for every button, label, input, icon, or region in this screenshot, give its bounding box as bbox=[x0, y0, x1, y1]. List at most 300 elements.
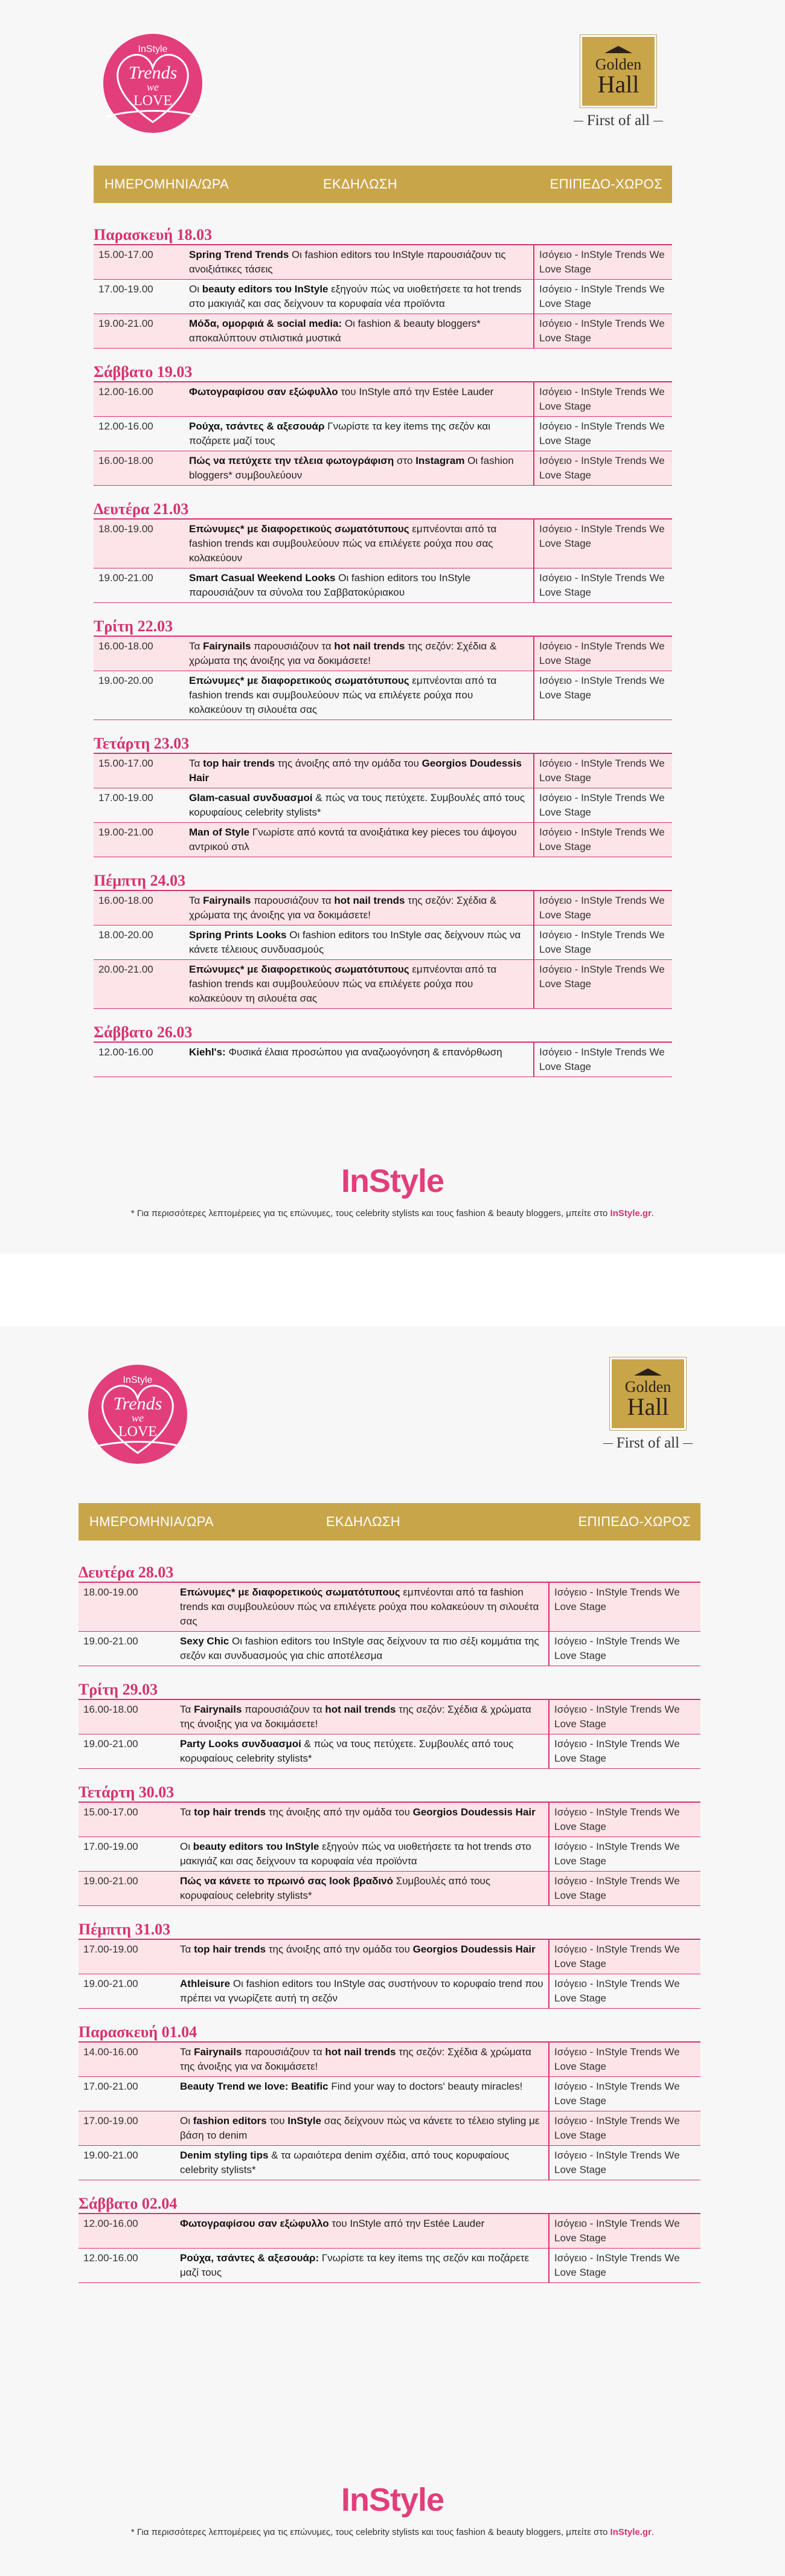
event-text: & πώς να τους πετύχετε. Συμβουλές από τους κορυφαίους celebrity stylists* bbox=[189, 792, 525, 818]
event-venue: Ισόγειο - InStyle Trends We Love Stage bbox=[539, 283, 665, 309]
event-highlight: Φωτογραφίσου σαν εξώφυλλο bbox=[180, 2218, 329, 2229]
event-time: 12.00-16.00 bbox=[83, 2218, 138, 2229]
footnote-text: * Για περισσότερες λεπτομέρειες για τις επώνυμες, τους celebrity stylists και τους fashion & beauty bloggers, μπείτε στο bbox=[130, 1208, 610, 1219]
event-venue: Ισόγειο - InStyle Trends We Love Stage bbox=[539, 249, 665, 275]
event-row bbox=[78, 2077, 700, 2111]
schedule-header bbox=[94, 166, 672, 203]
event-text: της άνοιξης από την ομάδα του bbox=[275, 758, 422, 769]
event-row bbox=[94, 382, 672, 417]
event-highlight: fashion editors bbox=[193, 2115, 267, 2127]
event-highlight: Φωτογραφίσου σαν εξώφυλλο bbox=[189, 386, 338, 398]
day-rows bbox=[94, 244, 672, 349]
event-highlight: Fairynails bbox=[194, 1704, 242, 1715]
event-highlight: Επώνυμες* με διαφορετικούς σωματότυπους bbox=[189, 675, 409, 686]
event-time: 17.00-19.00 bbox=[83, 1943, 138, 1955]
golden-hall-tagline-text: First of all bbox=[586, 112, 650, 129]
event-text: παρουσιάζουν τα bbox=[242, 2046, 325, 2058]
event-venue: Ισόγειο - InStyle Trends We Love Stage bbox=[539, 572, 665, 598]
golden-hall-badge bbox=[580, 35, 656, 108]
event-highlight: Μόδα, ομορφιά & social media: bbox=[189, 318, 342, 329]
event-venue: Ισόγειο - InStyle Trends We Love Stage bbox=[554, 1586, 680, 1612]
day-rows bbox=[94, 890, 672, 1009]
event-highlight: Fairynails bbox=[203, 895, 251, 906]
event-time: 12.00-16.00 bbox=[98, 1046, 153, 1058]
event-row bbox=[78, 1940, 700, 1974]
event-text: εξηγούν πώς να υιοθετήσετε τα hot trends στο μακιγιάζ και σας δείχνουν τα κορυφαία νέα προϊόντα bbox=[180, 1841, 531, 1867]
header-time: ΗΜΕΡΟΜΗΝΙΑ/ΩΡΑ bbox=[89, 1514, 214, 1529]
instyle-logo: InStyle bbox=[341, 1163, 444, 1199]
event-venue: Ισόγειο - InStyle Trends We Love Stage bbox=[539, 826, 665, 852]
day-title: Σάββατο 02.04 bbox=[78, 2195, 178, 2212]
golden-hall-logo bbox=[565, 35, 671, 129]
event-text: Οι fashion & beauty bloggers* αποκαλύπτουν στιλιστικά μυστικά bbox=[189, 318, 481, 344]
event-venue: Ισόγειο - InStyle Trends We Love Stage bbox=[554, 2218, 680, 2244]
event-text-pre: Τα bbox=[180, 1806, 194, 1818]
event-highlight: Επώνυμες* με διαφορετικούς σωματότυπους bbox=[189, 964, 409, 975]
event-time: 16.00-18.00 bbox=[98, 640, 153, 652]
event-highlight: Ρούχα, τσάντες & αξεσουάρ: bbox=[180, 2252, 319, 2264]
golden-hall-line1: Golden bbox=[624, 1378, 671, 1396]
event-row bbox=[78, 1803, 700, 1837]
event-time: 19.00-21.00 bbox=[83, 1875, 138, 1887]
day-block bbox=[78, 1681, 700, 1769]
event-text: Find your way to doctors' beauty miracles! bbox=[328, 2081, 523, 2092]
trends-logo-top: InStyle bbox=[138, 44, 168, 54]
event-venue: Ισόγειο - InStyle Trends We Love Stage bbox=[554, 1841, 680, 1867]
event-description bbox=[175, 1734, 550, 1768]
event-time: 19.00-20.00 bbox=[98, 675, 153, 686]
event-highlight: Glam-casual συνδυασμοί bbox=[189, 792, 313, 803]
golden-hall-tagline-text: First of all bbox=[616, 1435, 680, 1451]
event-row bbox=[78, 2111, 700, 2146]
event-description bbox=[184, 314, 534, 348]
event-row bbox=[78, 1700, 700, 1734]
event-venue: Ισόγειο - InStyle Trends We Love Stage bbox=[554, 1704, 680, 1730]
day-block bbox=[78, 1921, 700, 2009]
event-row bbox=[78, 1583, 700, 1632]
programme-page-2 bbox=[0, 1326, 785, 2576]
day-block bbox=[94, 735, 672, 857]
event-venue: Ισόγειο - InStyle Trends We Love Stage bbox=[539, 758, 665, 784]
event-description bbox=[184, 520, 534, 568]
event-venue: Ισόγειο - InStyle Trends We Love Stage bbox=[554, 2081, 680, 2107]
instyle-logo: InStyle bbox=[341, 2482, 444, 2518]
day-block bbox=[94, 617, 672, 720]
event-description bbox=[184, 823, 534, 857]
day-title: Τρίτη 29.03 bbox=[78, 1681, 158, 1698]
event-venue: Ισόγειο - InStyle Trends We Love Stage bbox=[554, 1875, 680, 1901]
day-block bbox=[78, 1783, 700, 1906]
day-title: Παρασκευή 18.03 bbox=[94, 226, 213, 243]
event-description bbox=[175, 1583, 550, 1631]
event-highlight: Denim styling tips bbox=[180, 2149, 269, 2161]
event-highlight-2: hot nail trends bbox=[334, 640, 405, 652]
event-time: 15.00-17.00 bbox=[98, 249, 153, 260]
trends-we-love-logo bbox=[94, 31, 212, 133]
event-time: 20.00-21.00 bbox=[98, 964, 153, 975]
header-event: ΕΚΔΗΛΩΣΗ bbox=[323, 176, 397, 192]
event-row bbox=[94, 926, 672, 960]
event-description bbox=[184, 891, 534, 925]
event-text: της άνοιξης από την ομάδα του bbox=[266, 1806, 413, 1818]
event-text-2: της σεζόν: Σχέδια & χρώματα της άνοιξης για να δοκιμάσετε! bbox=[189, 895, 497, 921]
trends-logo-love: LOVE bbox=[118, 1424, 157, 1440]
event-description bbox=[184, 637, 534, 671]
event-time: 17.00-19.00 bbox=[98, 283, 153, 295]
event-text-pre: Τα bbox=[189, 758, 203, 769]
roof-icon bbox=[634, 1368, 662, 1376]
dash-right bbox=[683, 1443, 693, 1444]
event-venue: Ισόγειο - InStyle Trends We Love Stage bbox=[539, 318, 665, 344]
event-row bbox=[94, 314, 672, 349]
event-venue: Ισόγειο - InStyle Trends We Love Stage bbox=[539, 386, 665, 412]
footnote-link[interactable]: InStyle.gr bbox=[610, 2527, 652, 2537]
event-highlight: Spring Trend Trends bbox=[189, 249, 289, 260]
event-highlight-2: Instagram bbox=[415, 455, 465, 466]
event-text-pre: Τα bbox=[180, 1943, 194, 1955]
event-text: της άνοιξης από την ομάδα του bbox=[266, 1943, 413, 1955]
footnote bbox=[48, 2527, 737, 2537]
event-text: Γνωρίστε τα key items της σεζόν και ποζάρετε μαζί τους bbox=[180, 2252, 530, 2278]
event-venue: Ισόγειο - InStyle Trends We Love Stage bbox=[554, 2046, 680, 2072]
event-text: εμπνέονται από τα fashion trends και συμβουλεύουν πώς να επιλέγετε ρούχα που κολακεύουν τη σιλουέτα σας bbox=[189, 964, 497, 1004]
footnote-link[interactable]: InStyle.gr bbox=[610, 1208, 652, 1219]
event-text: Οι fashion editors του InStyle παρουσιάζουν τα σύνολα του Σαββατοκύριακου bbox=[189, 572, 471, 598]
day-block bbox=[78, 2023, 700, 2180]
event-highlight: Smart Casual Weekend Looks bbox=[189, 572, 336, 584]
event-description bbox=[184, 926, 534, 959]
event-description bbox=[184, 671, 534, 720]
day-title: Παρασκευή 01.04 bbox=[78, 2023, 197, 2041]
event-time: 17.00-19.00 bbox=[98, 792, 153, 803]
event-text: του bbox=[266, 2115, 288, 2127]
event-time: 19.00-21.00 bbox=[98, 572, 153, 584]
event-time: 17.00-19.00 bbox=[83, 2115, 138, 2127]
day-rows bbox=[78, 1699, 700, 1769]
event-venue: Ισόγειο - InStyle Trends We Love Stage bbox=[554, 1738, 680, 1764]
day-title: Σάββατο 19.03 bbox=[94, 363, 193, 381]
event-highlight-2: Georgios Doudessis Hair bbox=[189, 758, 522, 784]
day-block bbox=[94, 872, 672, 1009]
event-highlight: Πώς να κάνετε το πρωινό σας look βραδινό bbox=[180, 1875, 394, 1887]
event-row bbox=[94, 960, 672, 1009]
event-text: παρουσιάζουν τα bbox=[251, 895, 335, 906]
event-highlight: Beauty Trend we love: Beatific bbox=[180, 2081, 328, 2092]
dash-left bbox=[603, 1443, 613, 1444]
event-row bbox=[78, 1974, 700, 2009]
event-row bbox=[94, 280, 672, 314]
event-venue: Ισόγειο - InStyle Trends We Love Stage bbox=[539, 675, 665, 701]
event-row bbox=[94, 891, 672, 926]
roof-icon bbox=[604, 46, 632, 53]
event-text-2: της σεζόν: Σχέδια & χρώματα της άνοιξης για να δοκιμάσετε! bbox=[180, 1704, 531, 1730]
event-text: παρουσιάζουν τα bbox=[251, 640, 335, 652]
event-text: Γνωρίστε τα key items της σεζόν και ποζάρετε μαζί τους bbox=[189, 420, 490, 446]
footnote-end: . bbox=[651, 1208, 655, 1219]
event-time: 14.00-16.00 bbox=[83, 2046, 138, 2058]
event-highlight: beauty editors του InStyle bbox=[202, 283, 328, 295]
event-highlight: beauty editors του InStyle bbox=[193, 1841, 319, 1852]
trends-logo-main: Trends bbox=[113, 1394, 162, 1414]
event-highlight-2: Georgios Doudessis Hair bbox=[412, 1943, 536, 1955]
header-venue: ΕΠΙΠΕΔΟ-ΧΩΡΟΣ bbox=[578, 1514, 691, 1529]
event-highlight: Party Looks συνδυασμοί bbox=[180, 1738, 301, 1750]
event-time: 17.00-19.00 bbox=[83, 1841, 138, 1852]
event-row bbox=[78, 1872, 700, 1906]
event-venue: Ισόγειο - InStyle Trends We Love Stage bbox=[539, 895, 665, 921]
event-venue: Ισόγειο - InStyle Trends We Love Stage bbox=[554, 2149, 680, 2175]
event-description bbox=[175, 2146, 550, 2180]
event-row bbox=[78, 2043, 700, 2077]
event-time: 18.00-19.00 bbox=[98, 523, 153, 535]
event-row bbox=[78, 2214, 700, 2249]
event-description bbox=[184, 245, 534, 279]
event-description bbox=[184, 451, 534, 485]
event-time: 12.00-16.00 bbox=[83, 2252, 138, 2264]
event-highlight: Επώνυμες* με διαφορετικούς σωματότυπους bbox=[189, 523, 409, 535]
event-row bbox=[94, 671, 672, 720]
event-time: 15.00-17.00 bbox=[98, 758, 153, 769]
event-time: 16.00-18.00 bbox=[98, 455, 153, 466]
schedule-header bbox=[78, 1503, 700, 1541]
event-text: του InStyle από την Estée Lauder bbox=[328, 2218, 485, 2229]
event-text: εξηγούν πώς να υιοθετήσετε τα hot trends στο μακιγιάζ και σας δείχνουν τα κορυφαία νέα προϊόντα bbox=[189, 283, 522, 309]
golden-hall-logo bbox=[595, 1357, 701, 1452]
day-title: Τετάρτη 30.03 bbox=[78, 1783, 175, 1801]
event-text: Οι fashion editors του InStyle σας δείχνουν πώς να κάνετε τέλειους συνδυασμούς bbox=[189, 929, 521, 955]
event-time: 19.00-21.00 bbox=[83, 1635, 138, 1647]
event-row bbox=[94, 451, 672, 486]
trends-logo-top: InStyle bbox=[123, 1375, 153, 1385]
day-rows bbox=[78, 1802, 700, 1906]
event-highlight: top hair trends bbox=[194, 1943, 266, 1955]
event-venue: Ισόγειο - InStyle Trends We Love Stage bbox=[554, 2115, 680, 2141]
day-block bbox=[94, 1023, 672, 1077]
heart-logo-icon bbox=[78, 1362, 197, 1464]
event-venue: Ισόγειο - InStyle Trends We Love Stage bbox=[554, 1806, 680, 1832]
event-highlight: Spring Prints Looks bbox=[189, 929, 287, 941]
schedule-page-1 bbox=[94, 226, 672, 1092]
event-venue: Ισόγειο - InStyle Trends We Love Stage bbox=[539, 455, 665, 481]
event-time: 18.00-19.00 bbox=[83, 1586, 138, 1598]
day-title: Τρίτη 22.03 bbox=[94, 617, 173, 635]
event-highlight: Επώνυμες* με διαφορετικούς σωματότυπους bbox=[180, 1586, 400, 1598]
event-description bbox=[184, 960, 534, 1008]
event-description bbox=[175, 2043, 550, 2076]
event-text: εμπνέονται από τα fashion trends και συμβουλεύουν πώς να επιλέγετε ρούχα που κολακεύουν τη σιλουέτα σας bbox=[189, 675, 497, 715]
day-block bbox=[94, 500, 672, 603]
event-text: Οι fashion editors του InStyle σας συστήνουν το κορυφαίο trend που πρέπει να γνωρίζετε αυτή τη σεζόν bbox=[180, 1978, 543, 2004]
event-time: 19.00-21.00 bbox=[83, 1978, 138, 1989]
event-highlight: Πώς να πετύχετε την τέλεια φωτογράφιση bbox=[189, 455, 394, 466]
event-text-pre: Οι bbox=[180, 1841, 193, 1852]
trends-logo-we: we bbox=[132, 1412, 144, 1424]
event-time: 19.00-21.00 bbox=[98, 826, 153, 838]
event-row bbox=[94, 637, 672, 671]
event-venue: Ισόγειο - InStyle Trends We Love Stage bbox=[539, 929, 665, 955]
event-venue: Ισόγειο - InStyle Trends We Love Stage bbox=[554, 2252, 680, 2278]
event-time: 19.00-21.00 bbox=[83, 1738, 138, 1750]
day-block bbox=[94, 363, 672, 486]
event-highlight-2: hot nail trends bbox=[325, 1704, 396, 1715]
event-description bbox=[175, 1940, 550, 1974]
event-row bbox=[78, 1734, 700, 1769]
event-row bbox=[94, 754, 672, 788]
header-event: ΕΚΔΗΛΩΣΗ bbox=[326, 1514, 400, 1529]
event-row bbox=[78, 1632, 700, 1666]
event-description bbox=[175, 2111, 550, 2145]
event-text: Γνωρίστε από κοντά τα ανοιξιάτικα key pieces του άψογου αντρικού στιλ bbox=[189, 826, 517, 852]
event-description bbox=[184, 754, 534, 788]
golden-hall-badge bbox=[610, 1357, 686, 1430]
trends-logo-main: Trends bbox=[128, 63, 178, 83]
day-rows bbox=[94, 1042, 672, 1077]
event-venue: Ισόγειο - InStyle Trends We Love Stage bbox=[539, 964, 665, 990]
day-title: Σάββατο 26.03 bbox=[94, 1023, 193, 1041]
day-title: Πέμπτη 31.03 bbox=[78, 1921, 171, 1938]
day-rows bbox=[78, 2041, 700, 2180]
event-text: παρουσιάζουν τα bbox=[242, 1704, 325, 1715]
golden-hall-tagline bbox=[565, 112, 671, 129]
footnote-text: * Για περισσότερες λεπτομέρειες για τις επώνυμες, τους celebrity stylists και τους fashion & beauty bloggers, μπείτε στο bbox=[130, 2527, 610, 2537]
event-text: & πώς να τους πετύχετε. Συμβουλές από τους κορυφαίους celebrity stylists* bbox=[180, 1738, 514, 1764]
footnote-end: . bbox=[651, 2527, 655, 2537]
header-venue: ΕΠΙΠΕΔΟ-ΧΩΡΟΣ bbox=[550, 176, 662, 192]
event-text: Συμβουλές από τους κορυφαίους celebrity stylists* bbox=[180, 1875, 491, 1901]
event-highlight: Fairynails bbox=[194, 2046, 242, 2058]
schedule-page-2 bbox=[78, 1563, 700, 2297]
event-time: 12.00-16.00 bbox=[98, 420, 153, 432]
event-description bbox=[184, 280, 534, 314]
event-row bbox=[94, 520, 672, 568]
event-text-2: της σεζόν: Σχέδια & χρώματα της άνοιξης για να δοκιμάσετε! bbox=[180, 2046, 531, 2072]
day-block bbox=[78, 2195, 700, 2283]
event-row bbox=[94, 788, 672, 823]
event-row bbox=[78, 2249, 700, 2283]
event-text: Φυσικά έλαια προσώπου για αναζωογόνηση & επανόρθωση bbox=[225, 1046, 502, 1058]
event-description bbox=[175, 1632, 550, 1666]
event-text-pre: Οι bbox=[180, 2115, 193, 2127]
event-row bbox=[94, 1043, 672, 1077]
event-highlight: Man of Style bbox=[189, 826, 250, 838]
day-title: Δευτέρα 21.03 bbox=[94, 500, 189, 518]
event-venue: Ισόγειο - InStyle Trends We Love Stage bbox=[554, 1635, 680, 1661]
event-row bbox=[78, 1837, 700, 1872]
event-description bbox=[184, 788, 534, 822]
event-text-2: σας δείχνουν πώς να κάνετε το τέλειο styling με βάση το denim bbox=[180, 2115, 540, 2141]
day-title: Δευτέρα 28.03 bbox=[78, 1563, 174, 1581]
event-highlight: top hair trends bbox=[194, 1806, 266, 1818]
event-text: & τα ωραιότερα denim σχέδια, από τους κορυφαίους celebrity stylists* bbox=[180, 2149, 510, 2175]
day-block bbox=[78, 1563, 700, 1666]
event-description bbox=[175, 1974, 550, 2008]
event-time: 19.00-21.00 bbox=[83, 2149, 138, 2161]
event-venue: Ισόγειο - InStyle Trends We Love Stage bbox=[539, 420, 665, 446]
trends-we-love-logo bbox=[78, 1362, 197, 1464]
event-highlight: Athleisure bbox=[180, 1978, 231, 1989]
event-time: 17.00-21.00 bbox=[83, 2081, 138, 2092]
event-venue: Ισόγειο - InStyle Trends We Love Stage bbox=[554, 1943, 680, 1969]
event-text: στο bbox=[394, 455, 416, 466]
event-time: 15.00-17.00 bbox=[83, 1806, 138, 1818]
event-row bbox=[94, 568, 672, 603]
event-highlight: Fairynails bbox=[203, 640, 251, 652]
event-description bbox=[175, 1872, 550, 1905]
header-time: ΗΜΕΡΟΜΗΝΙΑ/ΩΡΑ bbox=[104, 176, 229, 192]
heart-logo-icon bbox=[94, 31, 212, 133]
event-description bbox=[175, 2214, 550, 2248]
event-description bbox=[184, 1043, 534, 1077]
event-text: του InStyle από την Estée Lauder bbox=[338, 386, 494, 398]
golden-hall-tagline bbox=[595, 1435, 701, 1452]
event-text-pre: Τα bbox=[180, 1704, 194, 1715]
golden-hall-line2: Hall bbox=[627, 1393, 669, 1420]
day-rows bbox=[78, 2213, 700, 2283]
event-text: Οι fashion editors του InStyle σας δείχνουν τα πιο σέξι κομμάτια της σεζόν και συνδυασμούς για chic αποτέλεσμα bbox=[180, 1635, 539, 1661]
event-venue: Ισόγειο - InStyle Trends We Love Stage bbox=[539, 792, 665, 818]
event-text-pre: Τα bbox=[189, 640, 203, 652]
event-time: 19.00-21.00 bbox=[98, 318, 153, 329]
event-venue: Ισόγειο - InStyle Trends We Love Stage bbox=[539, 640, 665, 666]
event-time: 16.00-18.00 bbox=[98, 895, 153, 906]
trends-logo-we: we bbox=[147, 81, 159, 93]
event-row bbox=[78, 2146, 700, 2180]
event-highlight-2: hot nail trends bbox=[334, 895, 405, 906]
event-text: Οι fashion editors του InStyle παρουσιάζουν τις ανοιξιάτικες τάσεις bbox=[189, 249, 506, 275]
event-text: εμπνέονται από τα fashion trends και συμβουλεύουν πώς να επιλέγετε ρούχα που σας κολακεύουν bbox=[189, 523, 497, 564]
event-highlight: Ρούχα, τσάντες & αξεσουάρ bbox=[189, 420, 325, 432]
event-text-pre: Τα bbox=[189, 895, 203, 906]
event-highlight-2: hot nail trends bbox=[325, 2046, 396, 2058]
event-description bbox=[175, 2077, 550, 2111]
day-rows bbox=[94, 381, 672, 486]
page-gap bbox=[0, 1254, 785, 1326]
day-title: Τετάρτη 23.03 bbox=[94, 735, 190, 752]
day-title: Πέμπτη 24.03 bbox=[94, 872, 186, 889]
event-text-2: της σεζόν: Σχέδια & χρώματα της άνοιξης για να δοκιμάσετε! bbox=[189, 640, 497, 666]
event-highlight: Kiehl's: bbox=[189, 1046, 226, 1058]
event-venue: Ισόγειο - InStyle Trends We Love Stage bbox=[554, 1978, 680, 2004]
event-description bbox=[175, 1837, 550, 1871]
event-description bbox=[184, 382, 534, 416]
event-row bbox=[94, 417, 672, 451]
event-highlight-2: Georgios Doudessis Hair bbox=[412, 1806, 536, 1818]
event-venue: Ισόγειο - InStyle Trends We Love Stage bbox=[539, 523, 665, 549]
golden-hall-line2: Hall bbox=[597, 71, 639, 98]
event-description bbox=[175, 1700, 550, 1734]
event-description bbox=[184, 568, 534, 602]
event-row bbox=[94, 245, 672, 280]
event-description bbox=[184, 417, 534, 451]
footnote bbox=[48, 1208, 737, 1219]
day-rows bbox=[94, 636, 672, 720]
event-highlight: Sexy Chic bbox=[180, 1635, 229, 1647]
event-description bbox=[175, 2249, 550, 2282]
event-highlight: top hair trends bbox=[203, 758, 275, 769]
event-description bbox=[175, 1803, 550, 1837]
event-text-pre: Τα bbox=[180, 2046, 194, 2058]
golden-hall-line1: Golden bbox=[595, 56, 642, 73]
event-text-2: Οι fashion bloggers* συμβουλεύουν bbox=[189, 455, 514, 481]
event-highlight-2: InStyle bbox=[287, 2115, 322, 2127]
day-rows bbox=[94, 753, 672, 857]
event-text: εμπνέονται από τα fashion trends και συμβουλεύουν πώς να επιλέγετε ρούχα που κολακεύουν τη σιλουέτα σας bbox=[180, 1586, 539, 1627]
day-block bbox=[94, 226, 672, 349]
event-row bbox=[94, 823, 672, 857]
event-time: 18.00-20.00 bbox=[98, 929, 153, 941]
day-rows bbox=[94, 518, 672, 603]
day-rows bbox=[78, 1582, 700, 1666]
